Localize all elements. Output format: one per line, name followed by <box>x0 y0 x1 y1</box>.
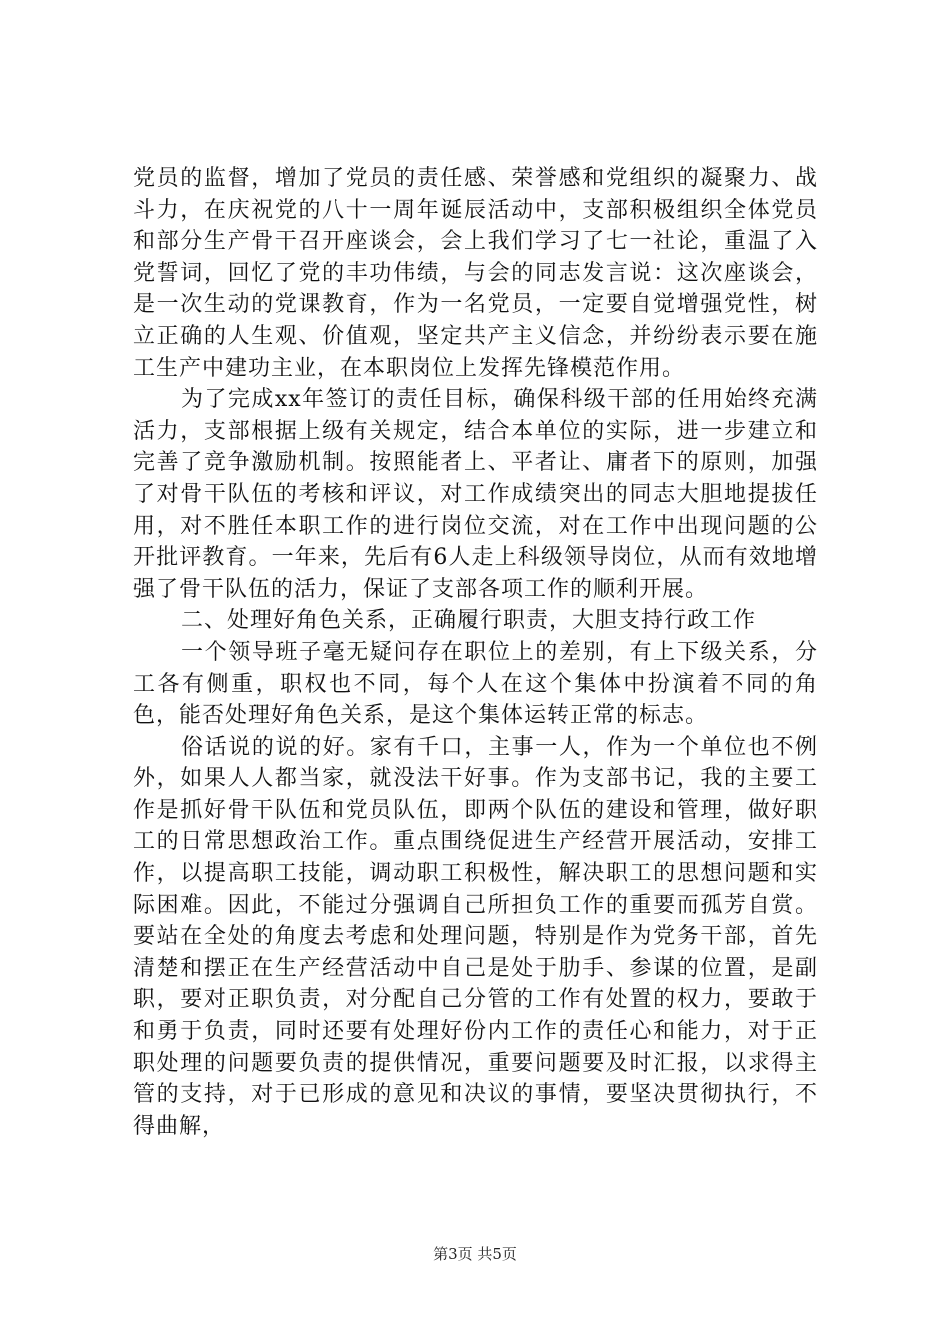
page-number-footer: 第3页 共5页 <box>433 1245 517 1263</box>
document-body <box>133 163 818 1142</box>
paragraph: 党员的监督，增加了党员的责任感、荣誉感和党组织的凝聚力、战斗力，在庆祝党的八十一周年诞辰活动中，支部积极组织全体党员和部分生产骨干召开座谈会，会上我们学习了七一社论，重温了入党誓词，回忆了党的丰功伟绩，与会的同志发言说：这次座谈会，是一次生动的党课教育，作为一名党员，一定要自觉增强党性，树立正确的人生观、价值观，坚定共产主义信念，并纷纷表示要在施工生产中建功主业，在本职岗位上发挥先锋模范作用。 <box>133 166 818 381</box>
paragraph: 俗话说的说的好。家有千口，主事一人，作为一个单位也不例外，如果人人都当家，就没法干好事。作为支部书记，我的主要工作是抓好骨干队伍和党员队伍，即两个队伍的建设和管理，做好职工的日常思想政治工作。重点围绕促进生产经营开展活动，安排工作，以提高职工技能，调动职工积极性，解决职工的思想问题和实际困难。因此，不能过分强调自己所担负工作的重要而孤芳自赏。要站在全处的角度去考虑和处理问题，特别是作为党务干部，首先清楚和摆正在生产经营活动中自己是处于肋手、参谋的位置，是副职，要对正职负责，对分配自己分管的工作有处置的权力，要敢于和勇于负责，同时还要有处理好份内工作的责任心和能力，对于正职处理的问题要负责的提供情况，重要问题要及时汇报，以求得主管的支持，对于已形成的意见和决议的事情，要坚决贯彻执行，不得曲解， <box>133 734 818 1139</box>
paragraph: 为了完成xx年签订的责任目标，确保科级干部的任用始终充满活力，支部根据上级有关规定，结合本单位的实际，进一步建立和完善了竞争激励机制。按照能者上、平者让、庸者下的原则，加强了对骨干队伍的考核和评议，对工作成绩突出的同志大胆地提拔任用，对不胜任本职工作的进行岗位交流，对在工作中出现问题的公开批评教育。一年来，先后有6人走上科级领导岗位，从而有效地增强了骨干队伍的活力，保证了支部各项工作的顺利开展。 <box>133 387 818 602</box>
paragraph: 一个领导班子毫无疑问存在职位上的差别，有上下级关系，分工各有侧重，职权也不同，每个人在这个集体中扮演着不同的角色，能否处理好角色关系，是这个集体运转正常的标志。 <box>133 639 818 729</box>
section-heading: 二、处理好角色关系，正确履行职责，大胆支持行政工作 <box>181 608 757 634</box>
